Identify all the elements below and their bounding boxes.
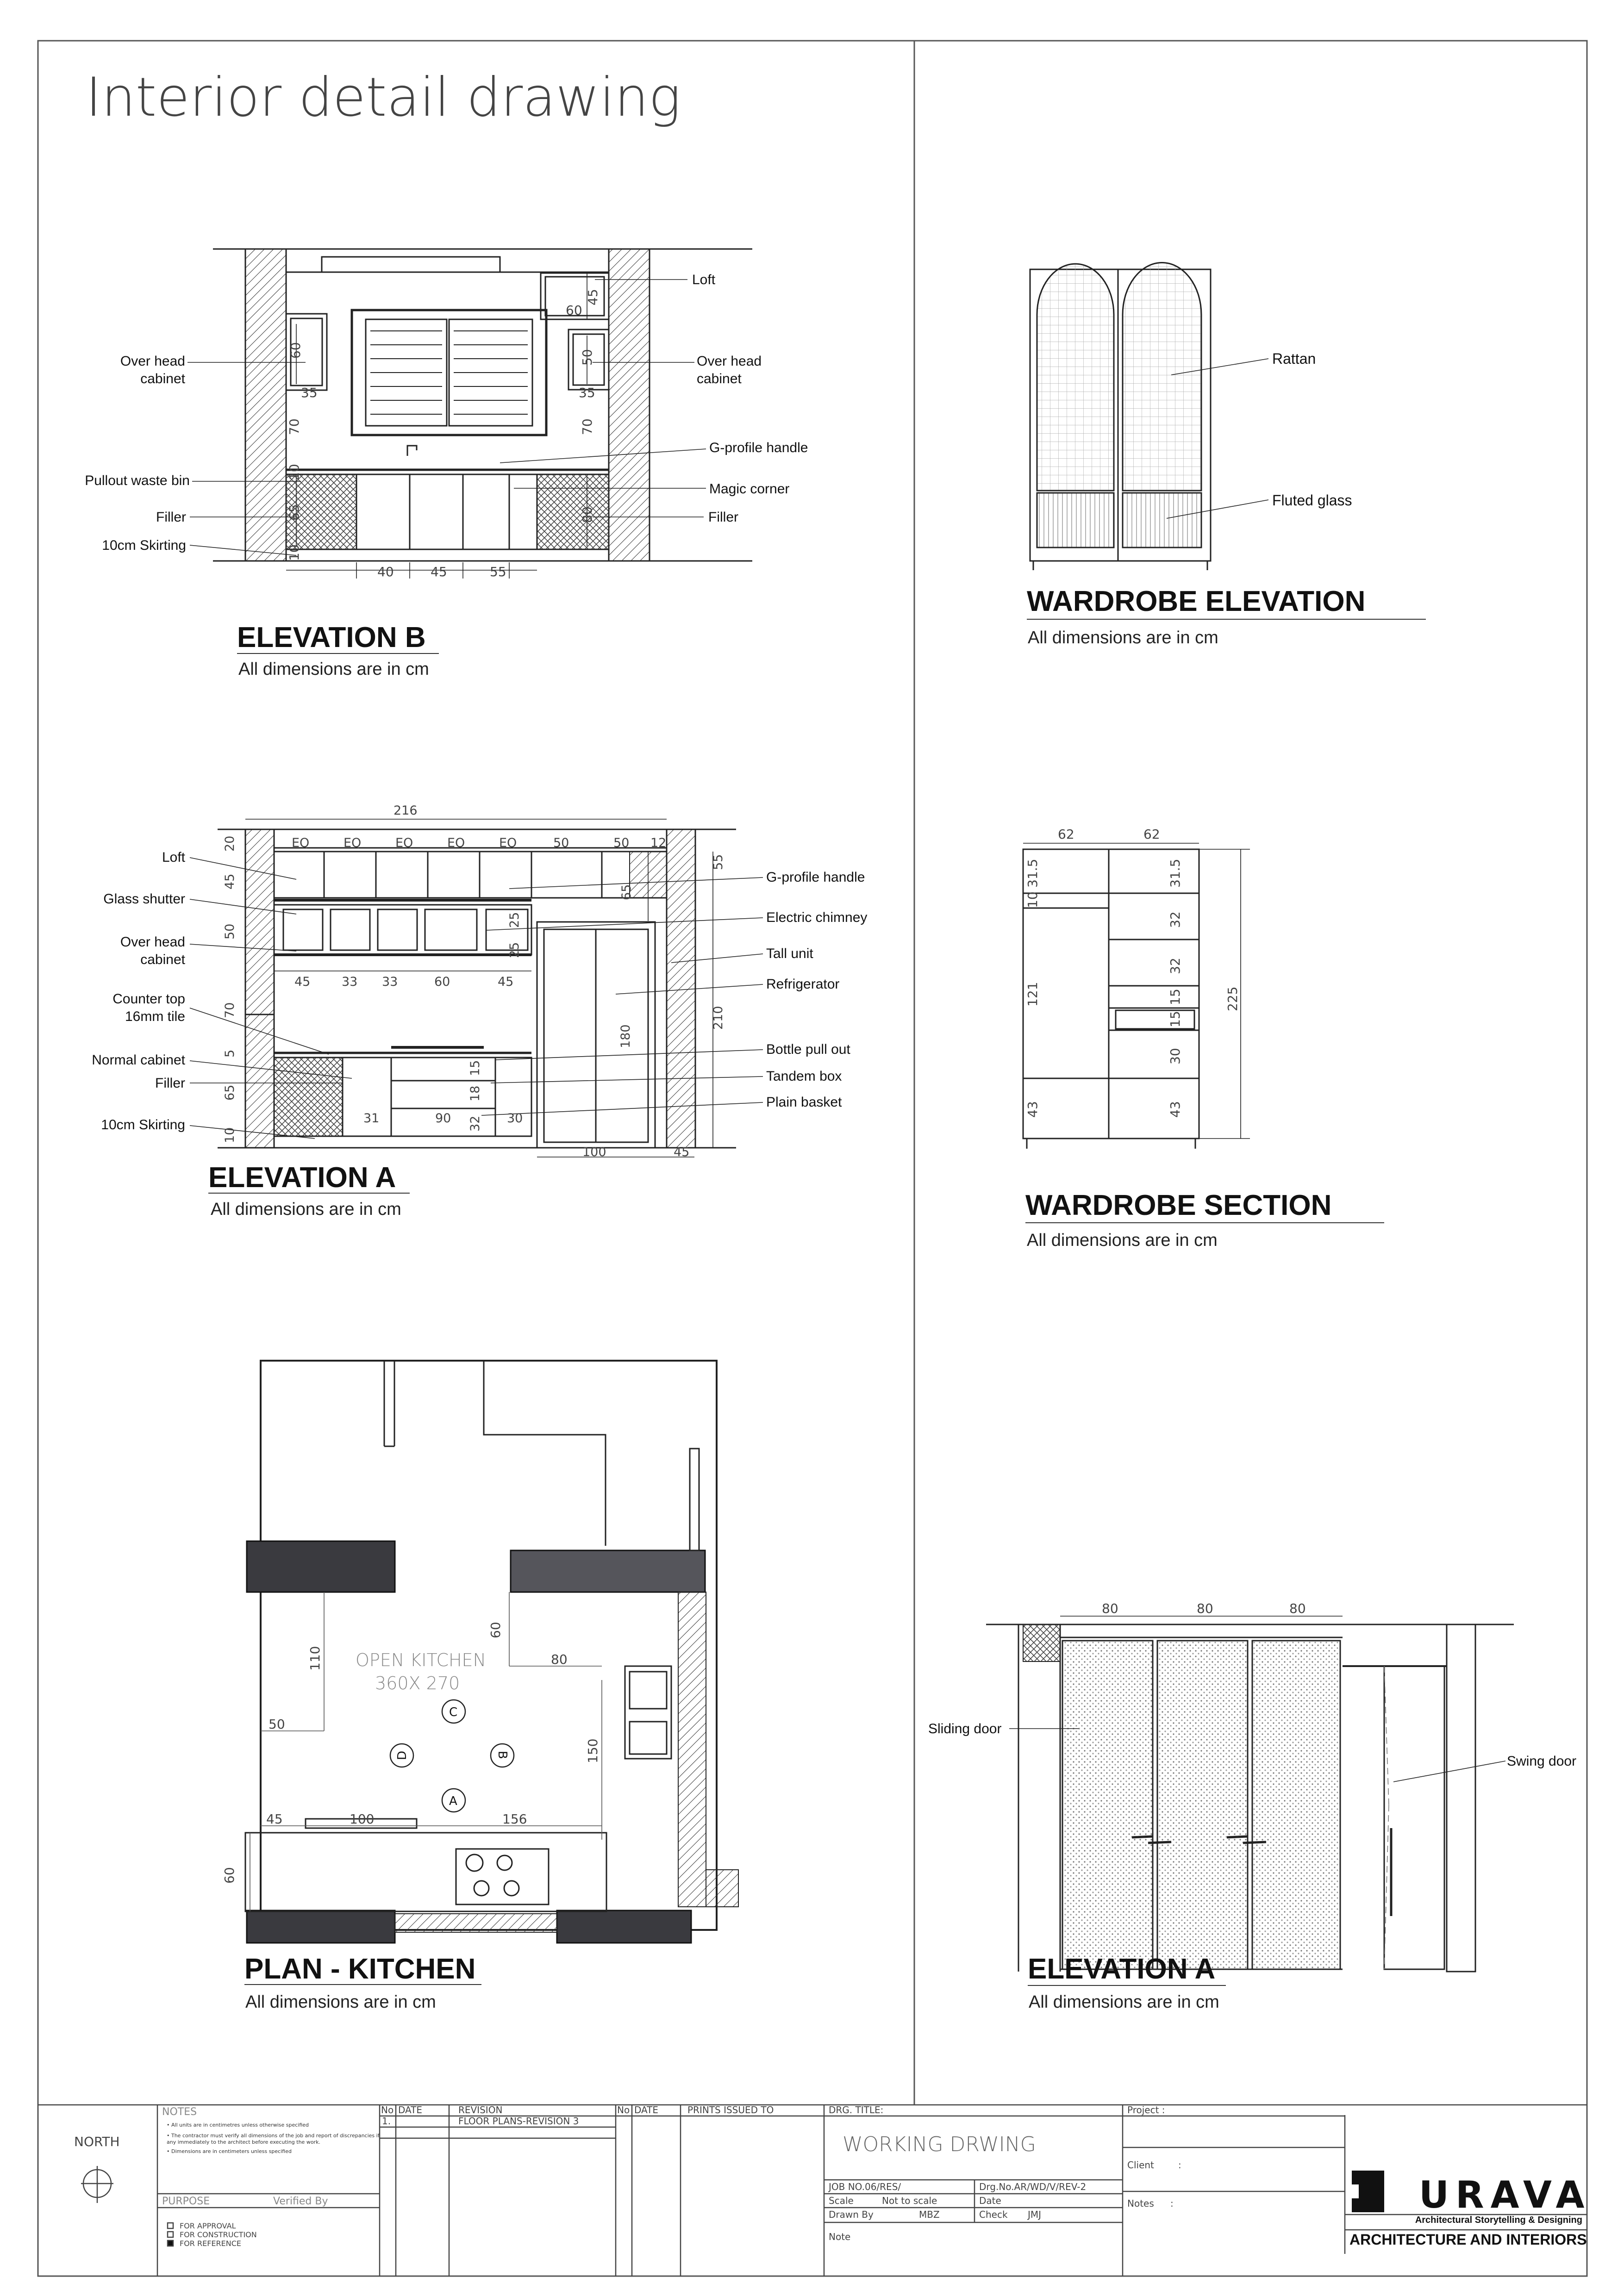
svg-text:EQ: EQ bbox=[447, 836, 465, 850]
elevation-a-kitchen-caption bbox=[208, 1162, 410, 1219]
elevation-a-sliding-caption bbox=[1028, 1953, 1226, 2012]
svg-text:FOR REFERENCE: FOR REFERENCE bbox=[180, 2239, 242, 2248]
svg-text:DATE: DATE bbox=[398, 2104, 423, 2116]
svg-text:31.5: 31.5 bbox=[1168, 859, 1183, 888]
svg-text:33: 33 bbox=[382, 975, 398, 989]
elevation-b-caption bbox=[237, 622, 439, 679]
svg-text:65: 65 bbox=[287, 504, 302, 521]
svg-text:100: 100 bbox=[350, 1811, 375, 1827]
label-refrigerator: Refrigerator bbox=[766, 977, 840, 992]
svg-text:JMJ: JMJ bbox=[1028, 2209, 1042, 2220]
label-fluted: Fluted glass bbox=[1272, 492, 1352, 509]
label-ohc-left-2: cabinet bbox=[140, 371, 185, 386]
svg-text:50: 50 bbox=[553, 836, 569, 850]
svg-text:Notes: Notes bbox=[1127, 2198, 1154, 2209]
plan-kitchen-text bbox=[222, 1622, 600, 1884]
svg-text:55: 55 bbox=[490, 564, 506, 579]
label-basket: Plain basket bbox=[766, 1095, 842, 1110]
svg-text:180: 180 bbox=[618, 1024, 633, 1048]
label-counter-1: Counter top bbox=[112, 991, 185, 1007]
svg-text:1.: 1. bbox=[382, 2116, 391, 2127]
svg-text:Date: Date bbox=[979, 2195, 1001, 2206]
svg-text:50: 50 bbox=[613, 836, 630, 850]
svg-text:60: 60 bbox=[434, 975, 450, 989]
wardrobe-section-title: WARDROBE SECTION bbox=[1025, 1189, 1332, 1221]
svg-text:EQ: EQ bbox=[292, 836, 310, 850]
marker-b: B bbox=[495, 1751, 509, 1759]
svg-text:Drawn By: Drawn By bbox=[829, 2209, 874, 2220]
svg-text:No: No bbox=[617, 2104, 630, 2116]
purpose-label: PURPOSE bbox=[162, 2196, 210, 2207]
brand-logo bbox=[1349, 2171, 1591, 2248]
wardrobe-elevation-text bbox=[1272, 350, 1352, 509]
svg-text:32: 32 bbox=[1168, 958, 1183, 974]
svg-text:70: 70 bbox=[580, 418, 595, 435]
svg-text:No: No bbox=[381, 2104, 394, 2116]
svg-text:PRINTS ISSUED TO: PRINTS ISSUED TO bbox=[687, 2104, 774, 2116]
label-ohc-left-1: Over head bbox=[120, 354, 185, 369]
svg-text:55: 55 bbox=[711, 854, 725, 870]
svg-text:62: 62 bbox=[1058, 827, 1074, 842]
label-ohc-right-1: Over head bbox=[697, 354, 762, 369]
svg-text:45: 45 bbox=[223, 873, 237, 890]
svg-text:30: 30 bbox=[507, 1111, 523, 1126]
north-label: NORTH bbox=[74, 2134, 120, 2149]
room-name: OPEN KITCHEN bbox=[356, 1650, 486, 1670]
elevation-b bbox=[187, 249, 752, 579]
svg-text:30: 30 bbox=[1168, 1048, 1183, 1064]
svg-text:45: 45 bbox=[266, 1811, 283, 1827]
brand-tag: ARCHITECTURE AND INTERIORS bbox=[1349, 2231, 1587, 2248]
svg-text:31: 31 bbox=[363, 1111, 380, 1126]
svg-text:32: 32 bbox=[468, 1115, 482, 1132]
svg-text:80: 80 bbox=[580, 506, 595, 523]
wardrobe-section-note: All dimensions are in cm bbox=[1027, 1231, 1218, 1250]
urava-logo-icon bbox=[1352, 2171, 1384, 2212]
elevation-a-kitchen-title: ELEVATION A bbox=[208, 1162, 396, 1194]
svg-text:FOR CONSTRUCTION: FOR CONSTRUCTION bbox=[180, 2230, 257, 2239]
svg-text:Note: Note bbox=[829, 2231, 851, 2242]
svg-text:10: 10 bbox=[287, 464, 302, 480]
plan-kitchen-note: All dimensions are in cm bbox=[245, 1992, 436, 2012]
svg-text:EQ: EQ bbox=[395, 836, 413, 850]
svg-text:121: 121 bbox=[1025, 982, 1040, 1007]
verified-label: Verified By bbox=[273, 2196, 328, 2207]
label-filler: Filler bbox=[155, 1076, 185, 1091]
svg-text:10: 10 bbox=[223, 1127, 237, 1143]
label-tall-unit: Tall unit bbox=[766, 946, 813, 961]
label-filler-right: Filler bbox=[708, 510, 738, 525]
svg-text:100: 100 bbox=[582, 1145, 606, 1159]
label-ohc-right-2: cabinet bbox=[697, 371, 742, 386]
label-sliding-door: Sliding door bbox=[928, 1721, 1002, 1736]
svg-text::: : bbox=[1178, 2159, 1181, 2171]
label-loft: Loft bbox=[692, 272, 716, 287]
svg-text:216: 216 bbox=[394, 803, 418, 818]
title-block bbox=[38, 2105, 1587, 2276]
svg-text:40: 40 bbox=[377, 564, 394, 579]
svg-text:EQ: EQ bbox=[344, 836, 362, 850]
label-filler-left: Filler bbox=[156, 510, 186, 525]
svg-text:10: 10 bbox=[287, 544, 302, 561]
elevation-b-title: ELEVATION B bbox=[237, 622, 426, 653]
svg-text:33: 33 bbox=[342, 975, 358, 989]
svg-text:20: 20 bbox=[223, 835, 237, 852]
svg-text:50: 50 bbox=[580, 349, 595, 366]
svg-text:Project :: Project : bbox=[1127, 2104, 1165, 2116]
svg-text:80: 80 bbox=[551, 1652, 568, 1667]
svg-text:50: 50 bbox=[269, 1717, 285, 1732]
svg-text:25: 25 bbox=[507, 912, 522, 928]
svg-text:15: 15 bbox=[1168, 1011, 1183, 1027]
svg-text:REVISION: REVISION bbox=[458, 2104, 503, 2116]
label-skirting: 10cm Skirting bbox=[101, 1117, 185, 1132]
label-pullout: Pullout waste bin bbox=[85, 473, 190, 488]
label-chimney: Electric chimney bbox=[766, 910, 868, 925]
label-bottle-pullout: Bottle pull out bbox=[766, 1042, 850, 1057]
svg-text:60: 60 bbox=[566, 303, 582, 318]
drawing-title: WORKING DRWING bbox=[843, 2133, 1036, 2156]
svg-text:FOR APPROVAL: FOR APPROVAL bbox=[180, 2221, 236, 2230]
svg-text:80: 80 bbox=[1102, 1601, 1118, 1616]
elevation-a-kitchen bbox=[190, 819, 763, 1157]
elevation-a-sliding bbox=[986, 1616, 1514, 1972]
label-skirting: 10cm Skirting bbox=[102, 538, 186, 553]
svg-text:156: 156 bbox=[502, 1811, 527, 1827]
svg-text:any immediately to the archite: any immediately to the architect before executing the work. bbox=[167, 2139, 320, 2145]
svg-text:60: 60 bbox=[488, 1622, 503, 1638]
svg-text:60: 60 bbox=[288, 342, 303, 359]
svg-text:• The contractor must verify a: • The contractor must verify all dimensions of the job and report of discrepancies if bbox=[167, 2133, 380, 2139]
svg-text:Client: Client bbox=[1127, 2159, 1154, 2171]
elevation-a-sliding-note: All dimensions are in cm bbox=[1029, 1992, 1219, 2012]
elevation-a-sliding-title: ELEVATION A bbox=[1028, 1953, 1216, 1985]
svg-text:210: 210 bbox=[711, 1006, 725, 1030]
svg-text:50: 50 bbox=[223, 923, 237, 940]
wardrobe-elevation bbox=[1030, 263, 1268, 571]
svg-text:65: 65 bbox=[223, 1084, 237, 1101]
label-gprofile: G-profile handle bbox=[709, 440, 808, 455]
svg-text:80: 80 bbox=[1197, 1601, 1213, 1616]
svg-text:225: 225 bbox=[1225, 986, 1240, 1011]
svg-text:32: 32 bbox=[1168, 911, 1183, 928]
svg-text:12: 12 bbox=[650, 836, 667, 850]
svg-text:150: 150 bbox=[585, 1738, 600, 1763]
svg-text:45: 45 bbox=[498, 975, 514, 989]
elevation-a-kitchen-note: All dimensions are in cm bbox=[211, 1200, 401, 1219]
svg-text:35: 35 bbox=[579, 385, 595, 400]
svg-text:43: 43 bbox=[1168, 1101, 1183, 1118]
svg-text:5: 5 bbox=[223, 1049, 237, 1058]
brand-name: URAVA bbox=[1419, 2173, 1591, 2216]
svg-text:MBZ: MBZ bbox=[919, 2209, 940, 2220]
plan-kitchen-caption bbox=[244, 1953, 481, 2012]
label-normal-cabinet: Normal cabinet bbox=[92, 1052, 185, 1068]
svg-text:31.5: 31.5 bbox=[1025, 859, 1040, 888]
svg-text:110: 110 bbox=[307, 1646, 323, 1671]
notes-head: NOTES bbox=[162, 2106, 197, 2118]
wardrobe-elevation-caption bbox=[1027, 585, 1426, 647]
svg-text:65: 65 bbox=[619, 884, 634, 900]
label-swing-door: Swing door bbox=[1507, 1754, 1577, 1769]
elevation-b-note: All dimensions are in cm bbox=[238, 660, 429, 679]
svg-text:• Dimensions are in centimeter: • Dimensions are in centimeters unless specified bbox=[167, 2148, 292, 2154]
svg-text:• All units are in centimetres: • All units are in centimetres unless otherwise specified bbox=[167, 2122, 309, 2128]
svg-text:70: 70 bbox=[223, 1002, 237, 1018]
label-counter-2: 16mm tile bbox=[125, 1009, 185, 1024]
svg-text:JOB NO.06/RES/: JOB NO.06/RES/ bbox=[829, 2181, 901, 2192]
wardrobe-section-dims bbox=[1025, 827, 1240, 1118]
label-loft: Loft bbox=[162, 850, 185, 865]
svg-text:45: 45 bbox=[674, 1145, 690, 1159]
marker-c: C bbox=[449, 1705, 458, 1719]
label-tandem: Tandem box bbox=[766, 1069, 842, 1084]
wardrobe-elevation-title: WARDROBE ELEVATION bbox=[1027, 585, 1366, 617]
marker-a: A bbox=[449, 1794, 457, 1808]
room-size: 360X 270 bbox=[375, 1673, 460, 1693]
svg-text:60: 60 bbox=[222, 1867, 237, 1884]
svg-text:Scale: Scale bbox=[829, 2195, 854, 2206]
svg-text:45: 45 bbox=[431, 564, 447, 579]
checkbox-construction bbox=[168, 2232, 173, 2237]
svg-text:Drg.No.AR/WD/V/REV-2: Drg.No.AR/WD/V/REV-2 bbox=[979, 2181, 1087, 2192]
svg-text::: : bbox=[1170, 2198, 1174, 2209]
label-glass-shutter: Glass shutter bbox=[103, 891, 185, 907]
wardrobe-elevation-note: All dimensions are in cm bbox=[1028, 628, 1218, 647]
svg-text:62: 62 bbox=[1143, 827, 1160, 842]
checkbox-approval bbox=[168, 2223, 173, 2228]
plan-kitchen-title: PLAN - KITCHEN bbox=[244, 1953, 476, 1985]
svg-text:45: 45 bbox=[585, 289, 600, 305]
label-ohc-1: Over head bbox=[120, 934, 185, 950]
svg-text:Check: Check bbox=[979, 2209, 1008, 2220]
svg-text:DRG. TITLE:: DRG. TITLE: bbox=[829, 2104, 884, 2116]
label-gprofile: G-profile handle bbox=[766, 870, 865, 885]
marker-d: D bbox=[395, 1750, 409, 1760]
title-block-text bbox=[74, 2104, 1181, 2248]
brand-sub: Architectural Storytelling & Designing bbox=[1415, 2215, 1582, 2225]
label-rattan: Rattan bbox=[1272, 350, 1316, 367]
svg-text:70: 70 bbox=[287, 418, 302, 435]
svg-text:Not to scale: Not to scale bbox=[882, 2195, 937, 2206]
svg-text:35: 35 bbox=[301, 385, 318, 400]
svg-text:DATE: DATE bbox=[634, 2104, 659, 2116]
svg-text:45: 45 bbox=[294, 975, 311, 989]
svg-text:18: 18 bbox=[468, 1085, 482, 1101]
svg-text:43: 43 bbox=[1025, 1101, 1040, 1118]
svg-text:15: 15 bbox=[468, 1060, 482, 1076]
svg-text:10: 10 bbox=[1025, 891, 1040, 908]
svg-text:15: 15 bbox=[1168, 989, 1183, 1005]
svg-text:FLOOR PLANS-REVISION 3: FLOOR PLANS-REVISION 3 bbox=[458, 2116, 579, 2127]
svg-text:25: 25 bbox=[507, 942, 522, 958]
checkbox-reference bbox=[168, 2240, 173, 2246]
wardrobe-section bbox=[1023, 843, 1250, 1149]
wardrobe-section-caption bbox=[1025, 1189, 1384, 1250]
label-magic: Magic corner bbox=[709, 481, 790, 497]
svg-text:90: 90 bbox=[435, 1111, 451, 1126]
svg-text:EQ: EQ bbox=[499, 836, 517, 850]
svg-text:80: 80 bbox=[1289, 1601, 1306, 1616]
sheet-title: Interior detail drawing bbox=[86, 66, 681, 129]
label-ohc-2: cabinet bbox=[140, 952, 185, 967]
